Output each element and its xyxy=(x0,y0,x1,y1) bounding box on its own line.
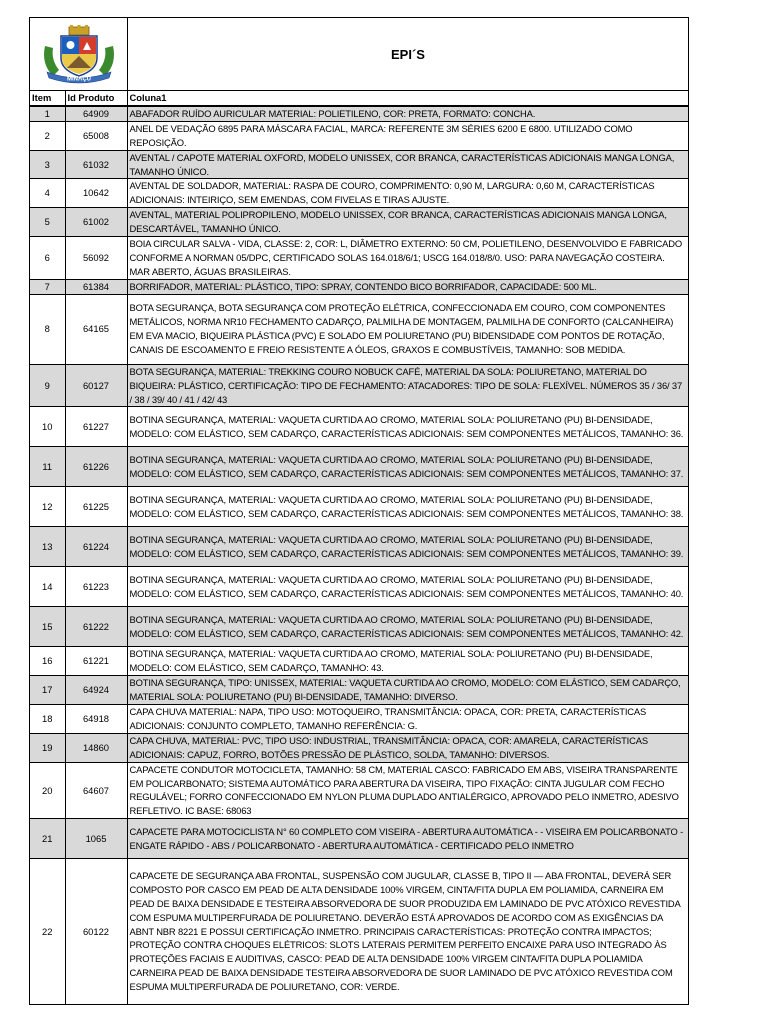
table-row xyxy=(30,294,688,364)
cell-item: 19 xyxy=(30,733,65,762)
cell-id: 64918 xyxy=(65,705,127,734)
cell-id: 60122 xyxy=(65,859,127,1004)
cell-description: AVENTAL, MATERIAL POLIPROPILENO, MODELO UNISSEX, COR BRANCA, CARACTERÍSTICAS ADICIONAIS MANGA LONGA, DESCARTÁVEL, TAMANHO ÚNICO. xyxy=(127,208,688,237)
cell-item: 14 xyxy=(30,567,65,607)
cell-item: 12 xyxy=(30,487,65,527)
cell-description: ABAFADOR RUÍDO AURICULAR MATERIAL: POLIETILENO, COR: PRETA, FORMATO: CONCHA. xyxy=(127,106,688,121)
cell-id: 61224 xyxy=(65,527,127,567)
cell-description: BOTA SEGURANÇA, BOTA SEGURANÇA COM PROTEÇÃO ELÉTRICA, CONFECCIONADA EM COURO, COM COMPONENTES METÁLICOS, NORMA NR10 FECHAMENTO CADARÇO, PALMILHA DE MONTAGEM, PALMILHA DE CONFORTO (CALCANHEIRA) EM EVA MACIO, BIQUEIRA PLÁSTICA (PVC) E SOLADO EM POLIURETANO (PU) BIDENSIDADE COM PONTOS DE ROTAÇÃO, CANAIS DE ESCOAMENTO E FREIO RESISTENTE A ÓLEOS, GRAXOS E COMBUSTÍVEIS, TAMANHO: SOB MEDIDA. xyxy=(127,294,688,364)
cell-id: 1065 xyxy=(65,819,127,859)
column-header-id: Id Produto xyxy=(65,91,127,106)
table-row xyxy=(30,121,688,150)
cell-id: 56092 xyxy=(65,237,127,280)
table-header-row xyxy=(30,91,688,106)
table-row xyxy=(30,179,688,208)
cell-id: 61227 xyxy=(65,407,127,447)
cell-description: BOTINA SEGURANÇA, MATERIAL: VAQUETA CURTIDA AO CROMO, MATERIAL SOLA: POLIURETANO (PU) BI-DENSIDADE, MODELO: COM ELÁSTICO, SEM CADARÇO, CARACTERÍSTICAS ADICIONAIS: SEM COMPONENTES METÁLICOS, TAMANHO: 42. xyxy=(127,607,688,647)
cell-description: AVENTAL / CAPOTE MATERIAL OXFORD, MODELO UNISSEX, COR BRANCA, CARACTERÍSTICAS ADICIONAIS MANGA LONGA, TAMANHO ÚNICO. xyxy=(127,150,688,179)
cell-item: 16 xyxy=(30,647,65,676)
cell-id: 14860 xyxy=(65,733,127,762)
cell-item: 10 xyxy=(30,407,65,447)
cell-id: 64165 xyxy=(65,294,127,364)
cell-item: 7 xyxy=(30,279,65,294)
cell-item: 21 xyxy=(30,819,65,859)
cell-item: 13 xyxy=(30,527,65,567)
cell-item: 4 xyxy=(30,179,65,208)
cell-item: 2 xyxy=(30,121,65,150)
table-row xyxy=(30,705,688,734)
table-row xyxy=(30,106,688,121)
cell-id: 64607 xyxy=(65,762,127,819)
cell-id: 61225 xyxy=(65,487,127,527)
cell-item: 6 xyxy=(30,237,65,280)
cell-description: BOTA SEGURANÇA, MATERIAL: TREKKING COURO NOBUCK CAFÉ, MATERIAL DA SOLA: POLIURETANO, MATERIAL DO BIQUEIRA: PLÁSTICO, CERTIFICAÇÃO: TIPO DE FECHAMENTO: ATACADORES: TIPO DE SOLA: FLEXÍVEL. NÚMEROS 35 / 36/ 37 / 38 / 39/ 40 / 41 / 42/ 43 xyxy=(127,364,688,407)
cell-item: 17 xyxy=(30,676,65,705)
cell-item: 8 xyxy=(30,294,65,364)
column-header-desc: Coluna1 xyxy=(127,91,688,106)
cell-description: BOTINA SEGURANÇA, MATERIAL: VAQUETA CURTIDA AO CROMO, MATERIAL SOLA: POLIURETANO (PU) BI-DENSIDADE, MODELO: COM ELÁSTICO, SEM CADARÇO, CARACTERÍSTICAS ADICIONAIS: SEM COMPONENTES METÁLICOS, TAMANHO: 37. xyxy=(127,447,688,487)
table-row xyxy=(30,279,688,294)
cell-item: 3 xyxy=(30,150,65,179)
cell-description: BOTINA SEGURANÇA, MATERIAL: VAQUETA CURTIDA AO CROMO, MATERIAL SOLA: POLIURETANO (PU) BI-DENSIDADE, MODELO: COM ELÁSTICO, SEM CADARÇO, CARACTERÍSTICAS ADICIONAIS: SEM COMPONENTES METÁLICOS, TAMANHO: 39. xyxy=(127,527,688,567)
table-row xyxy=(30,647,688,676)
table-row xyxy=(30,150,688,179)
table-row xyxy=(30,567,688,607)
cell-id: 10642 xyxy=(65,179,127,208)
cell-id: 61226 xyxy=(65,447,127,487)
table-row xyxy=(30,859,688,1004)
cell-item: 15 xyxy=(30,607,65,647)
table-row xyxy=(30,819,688,859)
cell-description: CAPACETE DE SEGURANÇA ABA FRONTAL, SUSPENSÃO COM JUGULAR, CLASSE B, TIPO II — ABA FRONTAL, DEVERÁ SER COMPOSTO POR CASCO EM PEAD DE ALTA DENSIDADE 100% VIRGEM, CINTA/FITA DUPLA EM POLIAMIDA, CARNEIRA EM PEAD DE BAIXA DENSIDADE E TESTEIRA ABSORVEDORA DE SUOR PRODUZIDA EM LAMINADO DE PVC ATÓXICO REVESTIDA COM ESPUMA MULTIPERFURADA DE POLIURETANO. DEVERÃO ESTÁ APROVADOS DE ACORDO COM AS EXIGÊNCIAS DA ABNT NBR 8221 E POSSUI CERTIFICAÇÃO INMETRO. PRINCIPAIS CARACTERÍSTICAS: PROTEÇÃO CONTRA IMPACTOS; PROTEÇÃO CONTRA CHOQUES ELÉTRICOS: SLOTS LATERAIS PERMITEM PERFEITO ENCAIXE PARA USO INTEGRADO ÀS PROTEÇÕES FACIAIS E AUDITIVAS, CASCO: PEAD DE ALTA DENSIDADE 100% VIRGEM CINTA/FITA DUPLA POLIAMIDA CARNEIRA PEAD DE BAIXA DENSIDADE TESTEIRA ABSORVEDORA DE SUOR LAMINADO DE PVC ATÓXICO REVESTIDA COM ESPUMA MULTIPERFURADA DE POLIURETANO, COR: VERDE. xyxy=(127,859,688,1004)
cell-item: 5 xyxy=(30,208,65,237)
cell-description: CAPA CHUVA MATERIAL: NAPA, TIPO USO: MOTOQUEIRO, TRANSMITÂNCIA: OPACA, COR: PRETA, CARACTERÍSTICAS ADICIONAIS: CONJUNTO COMPLETO, TAMANHO REFERÊNCIA: G. xyxy=(127,705,688,734)
cell-description: CAPA CHUVA, MATERIAL: PVC, TIPO USO: INDUSTRIAL, TRANSMITÂNCIA: OPACA, COR: AMARELA, CARACTERÍSTICAS ADICIONAIS: CAPUZ, FORRO, BOTÕES PRESSÃO DE PLÁSTICO, SOLDA, TAMANHO: DIVERSOS. xyxy=(127,733,688,762)
cell-id: 61221 xyxy=(65,647,127,676)
table-row xyxy=(30,527,688,567)
table-row xyxy=(30,762,688,819)
sheet-header xyxy=(30,18,688,91)
cell-id: 61032 xyxy=(65,150,127,179)
cell-id: 60127 xyxy=(65,364,127,407)
cell-id: 64909 xyxy=(65,106,127,121)
cell-id: 61002 xyxy=(65,208,127,237)
cell-id: 64924 xyxy=(65,676,127,705)
table-row xyxy=(30,364,688,407)
cell-id: 61222 xyxy=(65,607,127,647)
cell-item: 9 xyxy=(30,364,65,407)
table-row xyxy=(30,676,688,705)
cell-id: 65008 xyxy=(65,121,127,150)
coat-of-arms-icon xyxy=(39,24,119,84)
cell-id: 61223 xyxy=(65,567,127,607)
table-row xyxy=(30,733,688,762)
table-row xyxy=(30,447,688,487)
cell-description: CAPACETE PARA MOTOCICLISTA N° 60 COMPLETO COM VISEIRA - ABERTURA AUTOMÁTICA - - VISEIRA EM POLICARBONATO - ENGATE RÁPIDO - ABS / POLICARBONATO - ABERTURA AUTOMÁTICA - CERTIFICADO PELO INMETRO xyxy=(127,819,688,859)
cell-item: 18 xyxy=(30,705,65,734)
cell-id: 61384 xyxy=(65,279,127,294)
cell-description: BOTINA SEGURANÇA, MATERIAL: VAQUETA CURTIDA AO CROMO, MATERIAL SOLA: POLIURETANO (PU) BI-DENSIDADE, MODELO: COM ELÁSTICO, SEM CADARÇO, TAMANHO: 43. xyxy=(127,647,688,676)
cell-description: BOTINA SEGURANÇA, TIPO: UNISSEX, MATERIAL: VAQUETA CURTIDA AO CROMO, MODELO: COM ELÁSTICO, SEM CADARÇO, MATERIAL SOLA: POLIURETANO (PU) BI-DENSIDADE, TAMANHO: DIVERSO. xyxy=(127,676,688,705)
cell-description: BORRIFADOR, MATERIAL: PLÁSTICO, TIPO: SPRAY, CONTENDO BICO BORRIFADOR, CAPACIDADE: 500 ML. xyxy=(127,279,688,294)
page-title: EPI´S xyxy=(391,46,425,62)
cell-description: CAPACETE CONDUTOR MOTOCICLETA, TAMANHO: 58 CM, MATERIAL CASCO: FABRICADO EM ABS, VISEIRA TRANSPARENTE EM POLICARBONATO; SISTEMA AUTOMÁTICO PARA ABERTURA DA VISEIRA, TIPO FIXAÇÃO: CINTA JUGULAR COM FECHO REGULÁVEL; FORRO CONFECCIONADO EM NYLON PLUMA DUPLADO ANTIALÉRGICO, APROVADO PELO INMETRO, ADESIVO REFLETIVO. IC BASE: 68063 xyxy=(127,762,688,819)
table-row xyxy=(30,487,688,527)
cell-description: BOTINA SEGURANÇA, MATERIAL: VAQUETA CURTIDA AO CROMO, MATERIAL SOLA: POLIURETANO (PU) BI-DENSIDADE, MODELO: COM ELÁSTICO, SEM CADARÇO, CARACTERÍSTICAS ADICIONAIS: SEM COMPONENTES METÁLICOS, TAMANHO: 40. xyxy=(127,567,688,607)
epi-table xyxy=(30,91,688,1004)
cell-description: BOIA CIRCULAR SALVA - VIDA, CLASSE: 2, COR: L, DIÂMETRO EXTERNO: 50 CM, POLIETILENO, DESENVOLVIDO E FABRICADO CONFORME A NORMAN 05/DPC, CERTIFICADO SOLAS 164.018/6/1; USCG 164.018/8/0. USO: PARA NAVEGAÇÃO COSTEIRA. MAR ABERTO, ÁGUAS BRASILEIRAS. xyxy=(127,237,688,280)
cell-item: 20 xyxy=(30,762,65,819)
table-row xyxy=(30,237,688,280)
logo-banner-text: MINAÇU xyxy=(66,76,91,83)
cell-item: 1 xyxy=(30,106,65,121)
cell-description: AVENTAL DE SOLDADOR, MATERIAL: RASPA DE COURO, COMPRIMENTO: 0,90 M, LARGURA: 0,60 M, CARACTERÍSTICAS ADICIONAIS: INTEIRIÇO, SEM EMENDAS, COM FIVELAS E TIRAS AJUSTE. xyxy=(127,179,688,208)
epi-sheet xyxy=(29,17,689,1005)
cell-item: 11 xyxy=(30,447,65,487)
cell-item: 22 xyxy=(30,859,65,1004)
column-header-item: Item xyxy=(30,91,65,106)
table-body xyxy=(30,106,688,1004)
logo-cell xyxy=(30,18,128,90)
cell-description: BOTINA SEGURANÇA, MATERIAL: VAQUETA CURTIDA AO CROMO, MATERIAL SOLA: POLIURETANO (PU) BI-DENSIDADE, MODELO: COM ELÁSTICO, SEM CADARÇO, CARACTERÍSTICAS ADICIONAIS: SEM COMPONENTES METÁLICOS, TAMANHO: 36. xyxy=(127,407,688,447)
cell-description: ANEL DE VEDAÇÃO 6895 PARA MÁSCARA FACIAL, MARCA: REFERENTE 3M SÉRIES 6200 E 6800. UTILIZADO COMO REPOSIÇÃO. xyxy=(127,121,688,150)
table-row xyxy=(30,208,688,237)
table-row xyxy=(30,407,688,447)
table-row xyxy=(30,607,688,647)
cell-description: BOTINA SEGURANÇA, MATERIAL: VAQUETA CURTIDA AO CROMO, MATERIAL SOLA: POLIURETANO (PU) BI-DENSIDADE, MODELO: COM ELÁSTICO, SEM CADARÇO, CARACTERÍSTICAS ADICIONAIS: SEM COMPONENTES METÁLICOS, TAMANHO: 38. xyxy=(127,487,688,527)
